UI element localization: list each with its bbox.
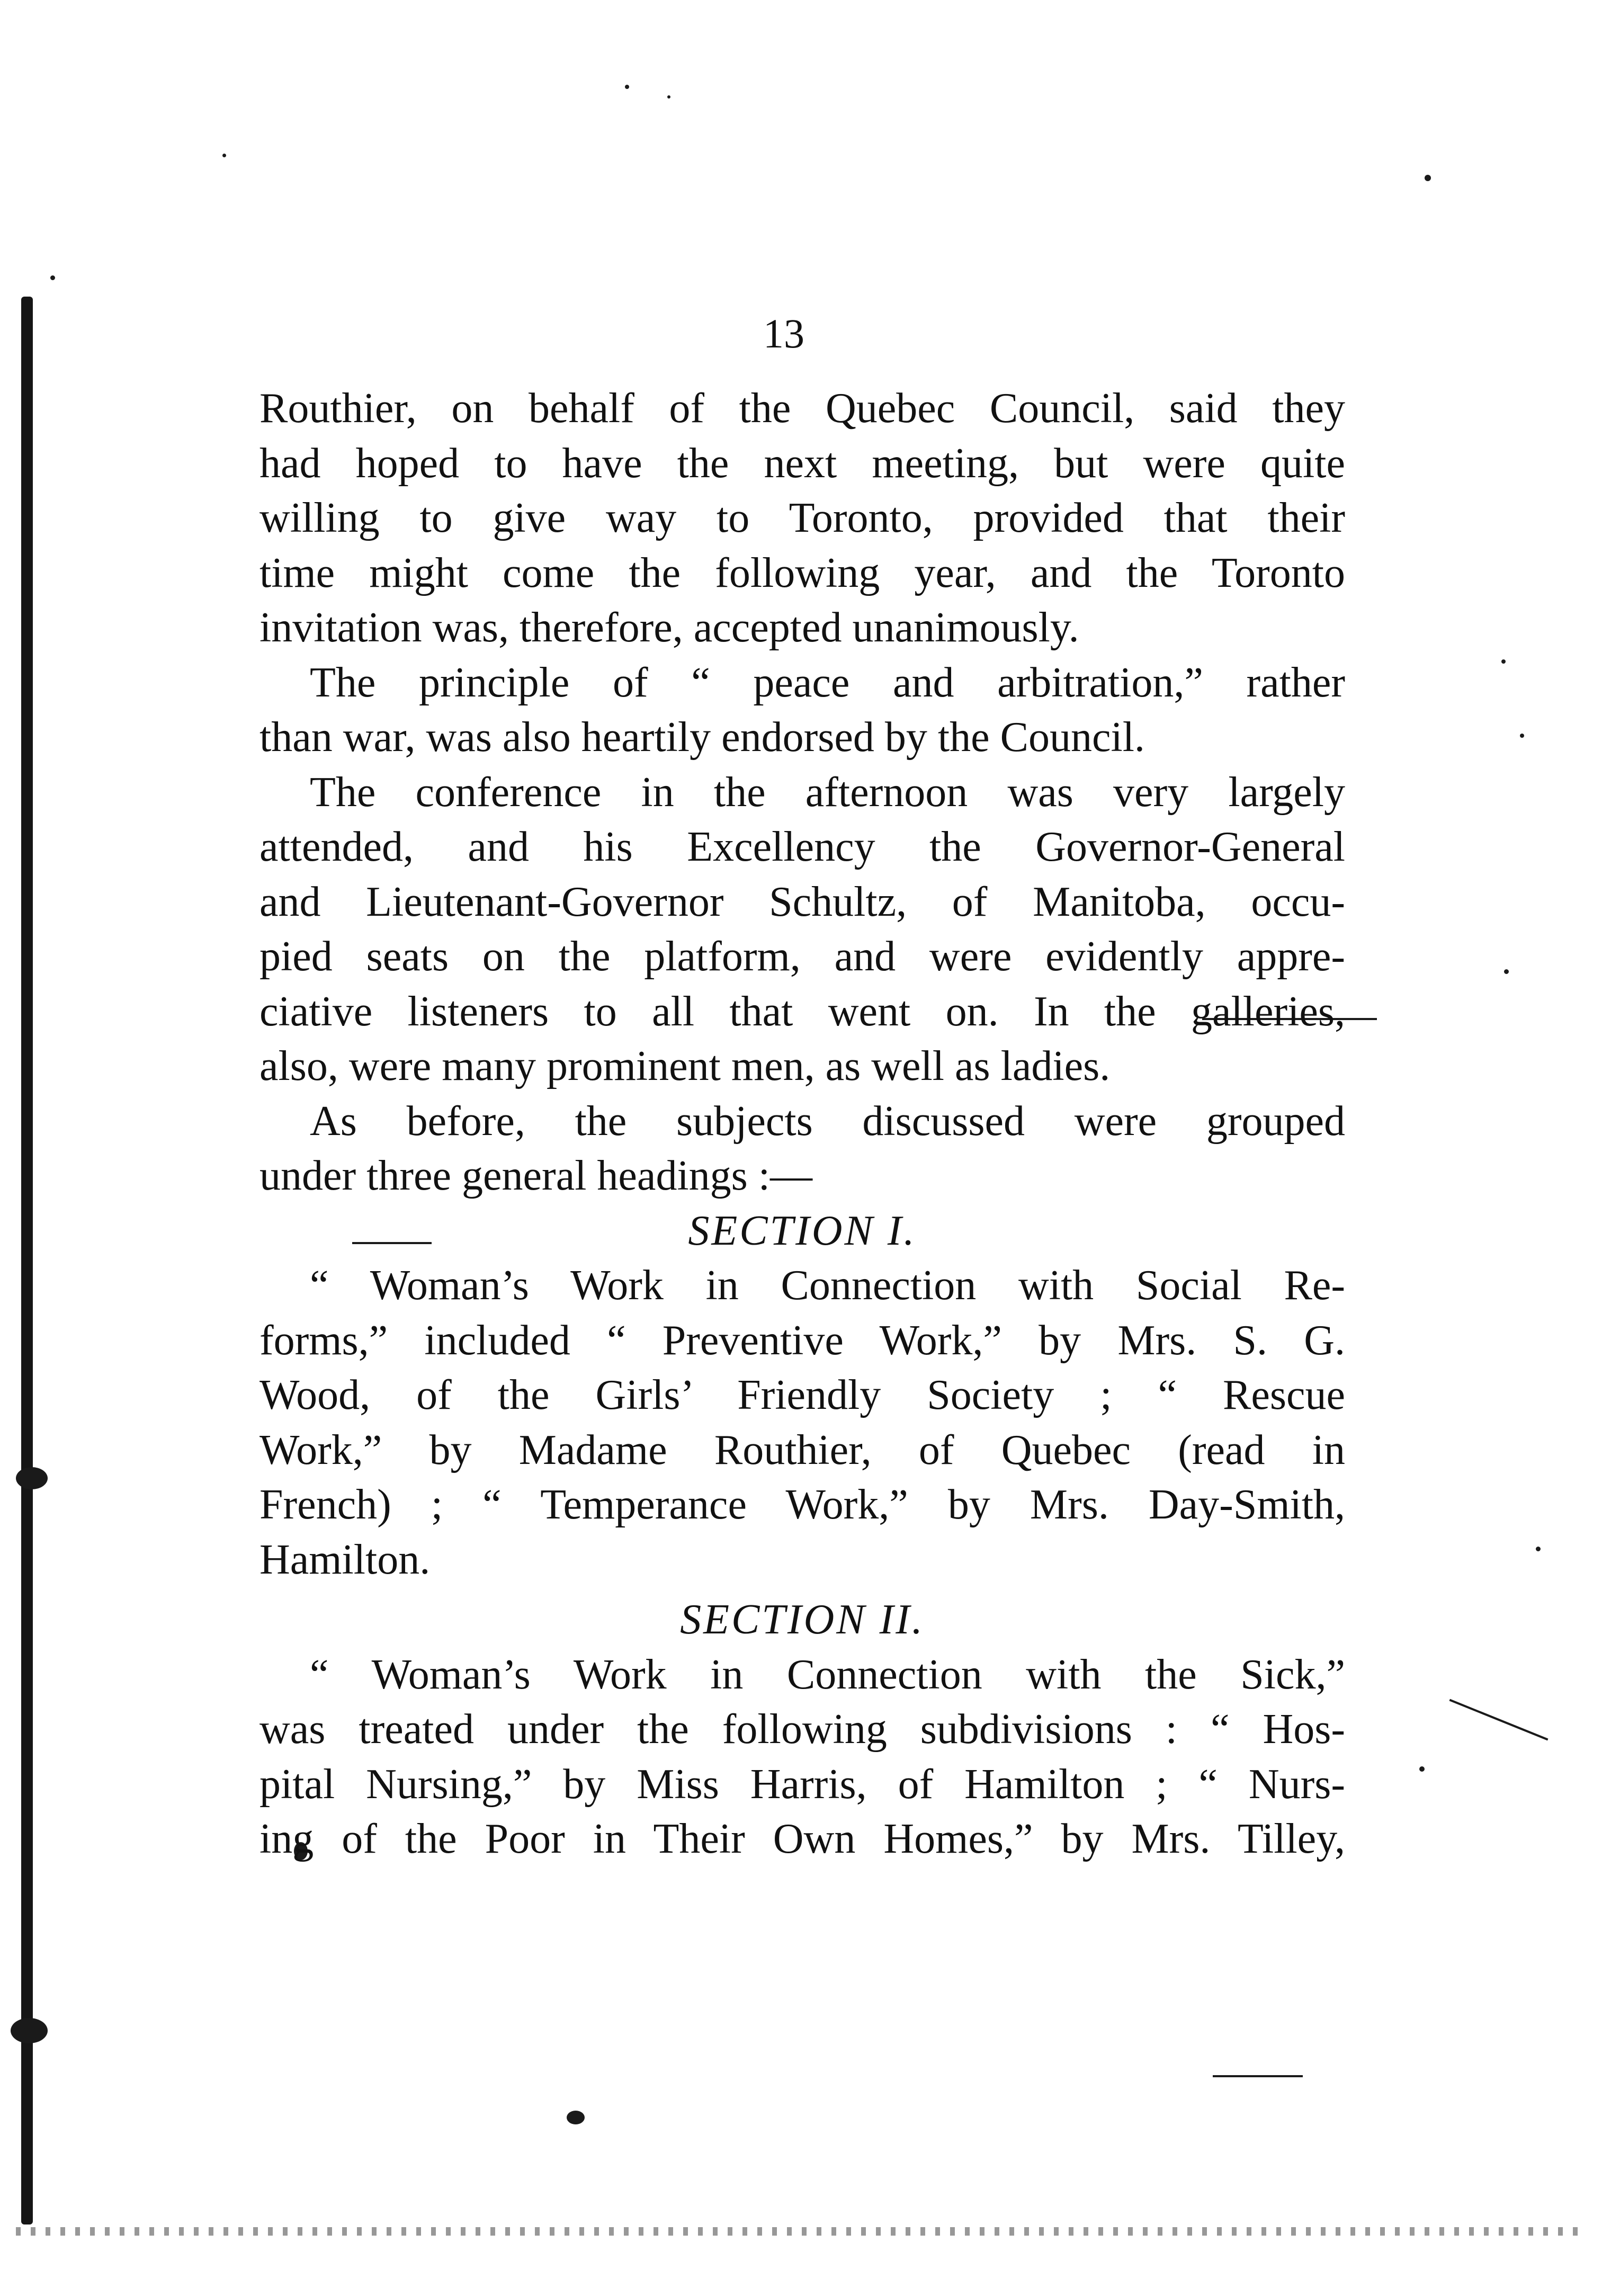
- ink-speck: [567, 2111, 585, 2124]
- ink-speck: [50, 275, 55, 280]
- text-line: Wood, of the Girls’ Friendly Society ; “ Rescue: [259, 1372, 1345, 1418]
- text-line: willing to give way to Toronto, provided that their: [259, 495, 1345, 541]
- margin-pen-mark: [1449, 1699, 1549, 1741]
- text-line: and Lieutenant-Governor Schultz, of Manitoba, occu-: [259, 878, 1345, 925]
- ink-speck: [1504, 969, 1509, 974]
- text-line: pital Nursing,” by Miss Harris, of Hamilton ; “ Nurs-: [259, 1761, 1345, 1808]
- text-line: ciative listeners to all that went on. In the galleries,: [259, 988, 1345, 1035]
- bottom-edge-noise: [16, 2227, 1578, 2236]
- text-line: Routhier, on behalf of the Quebec Council, said they: [259, 385, 1345, 432]
- text-line: The conference in the afternoon was very largely: [310, 769, 1345, 816]
- text-line: Work,” by Madame Routhier, of Quebec (read in: [259, 1426, 1345, 1473]
- text-line: French) ; “ Temperance Work,” by Mrs. Day-Smith,: [259, 1481, 1345, 1528]
- text-line: was treated under the following subdivisions : “ Hos-: [259, 1706, 1345, 1753]
- text-line: Hamilton.: [259, 1536, 431, 1583]
- text-line: “ Woman’s Work in Connection with Social Re-: [310, 1262, 1345, 1309]
- margin-pen-mark: [1213, 2075, 1303, 2077]
- paragraph-1: [259, 381, 1345, 656]
- binding-edge-shadow: [21, 297, 33, 2224]
- text-line: As before, the subjects discussed were grouped: [310, 1097, 1345, 1145]
- ink-speck: [16, 1467, 48, 1489]
- text-line: “ Woman’s Work in Connection with the Sick,”: [310, 1651, 1345, 1698]
- page-number: 13: [763, 310, 804, 356]
- binding-edge-shadow-upper: [25, 318, 30, 551]
- text-line: under three general headings :—: [259, 1153, 813, 1199]
- text-line: had hoped to have the next meeting, but were quite: [259, 440, 1345, 487]
- text-line: time might come the following year, and the Toronto: [259, 549, 1345, 596]
- paragraph-2: [259, 656, 1345, 765]
- section-heading: SECTION I.: [688, 1207, 917, 1254]
- section-one: [259, 1204, 1345, 1588]
- section-heading: SECTION II.: [680, 1596, 925, 1643]
- text-line: The principle of “ peace and arbitration,” rather: [310, 659, 1345, 706]
- ink-speck: [11, 2018, 48, 2043]
- ink-speck: [1425, 175, 1431, 181]
- paragraph-4: [259, 1094, 1345, 1204]
- text-line: than war, was also heartily endorsed by the Council.: [259, 714, 1145, 761]
- ink-speck: [1520, 734, 1524, 738]
- ink-speck: [1501, 659, 1506, 664]
- text-line: pied seats on the platform, and were evidently appre-: [259, 933, 1345, 980]
- text-line: forms,” included “ Preventive Work,” by Mrs. S. G.: [259, 1317, 1345, 1364]
- ink-speck: [1419, 1766, 1425, 1772]
- ink-speck: [222, 154, 226, 157]
- section-two: [259, 1593, 1345, 1867]
- text-line: also, were many prominent men, as well as ladies.: [259, 1043, 1111, 1089]
- ink-speck: [1536, 1547, 1541, 1551]
- ink-speck: [667, 95, 670, 99]
- body-text: [259, 381, 1345, 1867]
- text-line: ing of the Poor in Their Own Homes,” by Mrs. Tilley,: [259, 1816, 1345, 1862]
- ink-speck: [625, 85, 629, 89]
- paragraph-3: [259, 765, 1345, 1094]
- text-line: invitation was, therefore, accepted unanimously.: [259, 604, 1079, 651]
- text-line: attended, and his Excellency the Governor-General: [259, 824, 1345, 870]
